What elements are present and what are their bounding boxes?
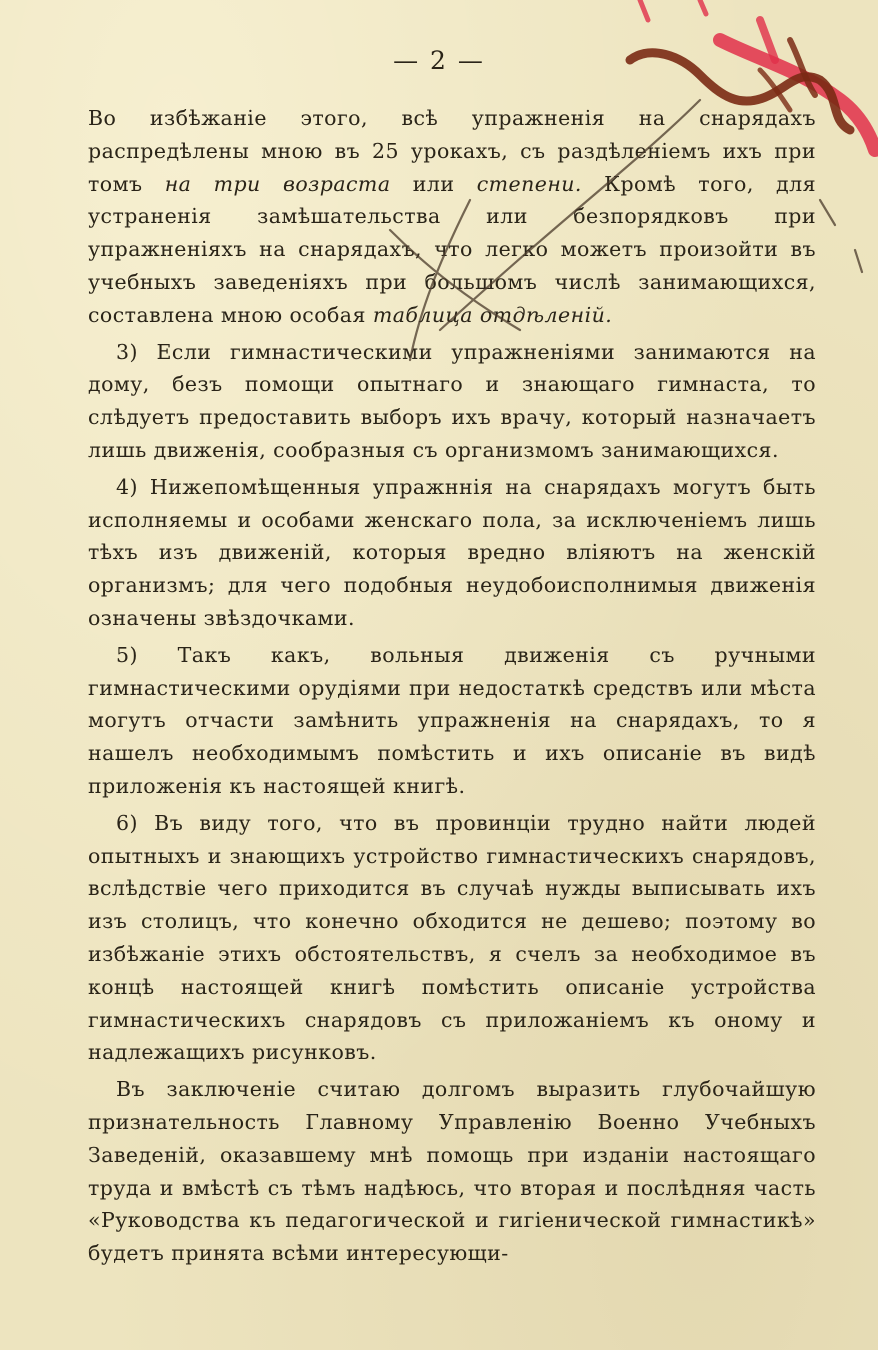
text-segment: 3) Если гимнастическими упражненіями занимаются на дому, безъ помощи опытнаго и знающаго гимнаста, то слѣдуетъ предоставить выборъ ихъ врачу, который назначаетъ лишь движенія, сообразныя съ организмомъ занимающихся. <box>88 339 816 462</box>
text-segment: 5) Такъ какъ, вольныя движенія съ ручными гимнастическими орудіями при недостаткѣ средствъ или мѣста могутъ отчасти замѣнить упражненія на снарядахъ, то я нашелъ необходимымъ помѣстить и ихъ описаніе въ видѣ приложенія къ настоящей книгѣ. <box>88 642 816 798</box>
italic-segment: на три возраста <box>164 171 391 196</box>
text-segment: Въ заключеніе считаю долгомъ выразить глубочайшую признательность Главному Управленію Военно Учебныхъ Заведеній, оказавшему мнѣ помощь при изданіи настоящаго труда и вмѣстѣ съ тѣмъ надѣюсь, что вторая и послѣдняя часть «Руководства къ педагогической и гигіенической гимнастикѣ» будетъ принята всѣми интересующи- <box>88 1077 816 1266</box>
text-segment: Кромѣ того, для устраненія замѣшательства или безпорядковъ при упражненіяхъ на снарядахъ, что легко можетъ произойти въ учебныхъ заведеніяхъ при большомъ числѣ занимающихся, составлена мною особая <box>88 171 816 327</box>
paragraph-4 <box>88 639 816 803</box>
paragraph-3 <box>88 471 816 635</box>
page-number: — 2 — <box>393 46 485 75</box>
paragraph-6 <box>88 1073 816 1270</box>
paragraph-2 <box>88 336 816 467</box>
body-text <box>88 102 816 1270</box>
text-segment: или <box>390 171 477 196</box>
paragraph-1 <box>88 102 816 332</box>
text-segment: 6) Въ виду того, что въ провинціи трудно найти людей опытныхъ и знающихъ устройство гимнастическихъ снарядовъ, вслѣдствіе чего приходится въ случаѣ нужды выписывать ихъ изъ столицъ, что конечно обходится не дешево; поэтому во избѣжаніе этихъ обстоятельствъ, я счелъ за необходимое въ концѣ настоящей книгѣ помѣстить описаніе устройства гимнастическихъ снарядовъ съ приложаніемъ къ оному и надлежащихъ рисунковъ. <box>88 810 816 1065</box>
text-segment: Во избѣжаніе этого, всѣ упражненія на снарядахъ распредѣлены мною въ 25 урокахъ, съ раздѣленіемъ ихъ при томъ <box>88 106 816 196</box>
paragraph-5 <box>88 807 816 1069</box>
italic-segment: таблица отдѣленій. <box>372 302 613 327</box>
text-segment: 4) Нижепомѣщенныя упражннія на снарядахъ могутъ быть исполняемы и особами женскаго пола, за исключеніемъ лишь тѣхъ изъ движеній, которыя вредно вліяютъ на женскій организмъ; для чего подобныя неудобоисполнимыя движенія означены звѣздочками. <box>88 474 816 630</box>
italic-segment: степени. <box>476 171 582 196</box>
